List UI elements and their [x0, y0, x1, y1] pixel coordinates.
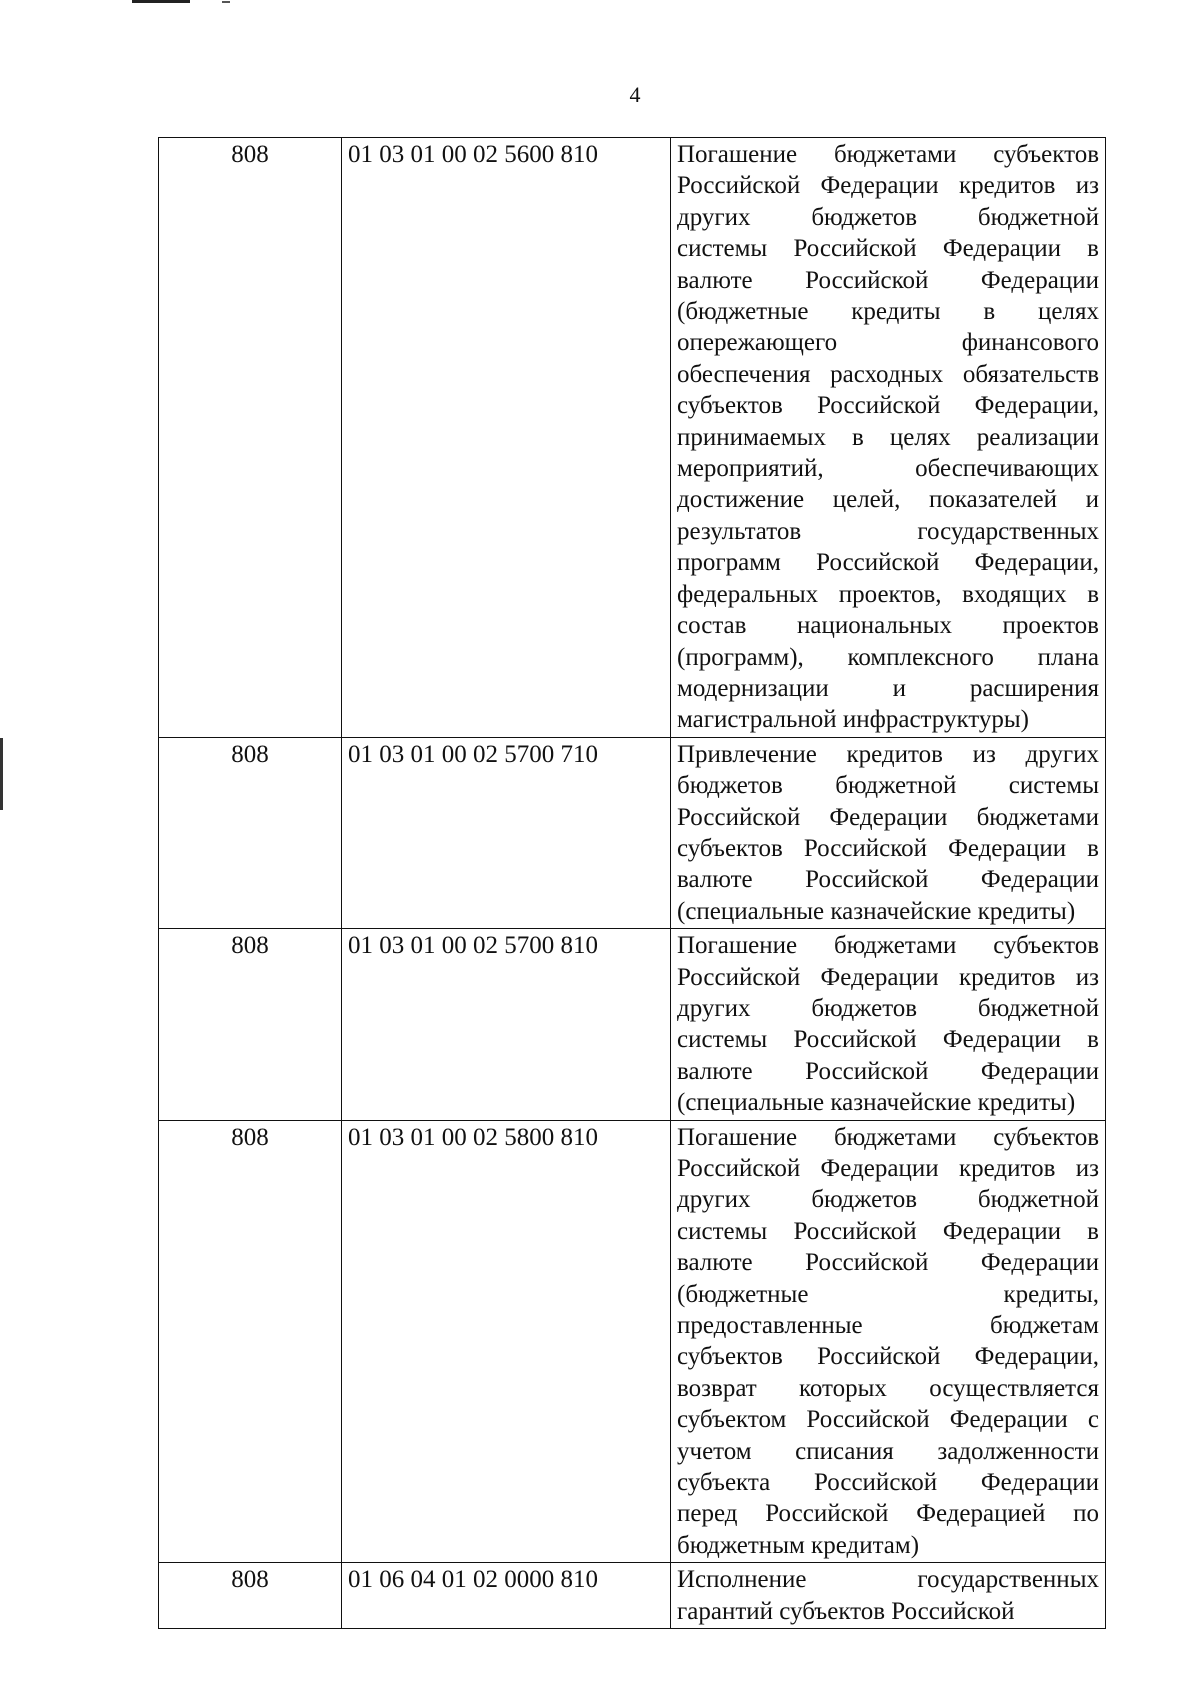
- page-number: 4: [629, 82, 641, 107]
- description-line: Привлечение кредитов из других: [677, 740, 1099, 768]
- description-line: субъектом Российской Федерации с: [677, 1406, 1099, 1434]
- description-cell: [671, 1120, 1106, 1563]
- description-cell: [671, 1563, 1106, 1629]
- description-line: Российской Федерации кредитов из: [677, 1155, 1099, 1182]
- description-line: обеспечения расходных обязательств: [677, 360, 1099, 388]
- budget-code-cell: 01 03 01 00 02 5700 710: [342, 737, 671, 928]
- description-line: гарантий субъектов Российской: [677, 1597, 1015, 1625]
- description-line: Исполнение государственных: [677, 1566, 1099, 1594]
- description-line: валюте Российской Федерации: [677, 1057, 1099, 1085]
- description-cell: [671, 929, 1106, 1120]
- budget-code-cell: 01 06 04 01 02 0000 810: [342, 1563, 671, 1629]
- description-line: других бюджетов бюджетной: [677, 203, 1099, 231]
- admin-code-cell: 808: [159, 138, 342, 738]
- description-line: предоставленные бюджетам: [677, 1312, 1099, 1340]
- description-line: валюте Российской Федерации: [677, 866, 1099, 894]
- description-line: других бюджетов бюджетной: [677, 994, 1099, 1022]
- description-line: Российской Федерации бюджетами: [677, 803, 1099, 831]
- description-line: Российской Федерации кредитов из: [677, 963, 1099, 991]
- budget-code-cell: 01 03 01 00 02 5700 810: [342, 929, 671, 1120]
- description-line: результатов государственных: [677, 517, 1099, 545]
- description-line: возврат которых осуществляется: [677, 1374, 1099, 1402]
- description-line: модернизации и расширения: [677, 674, 1099, 702]
- description-line: субъекта Российской Федерации: [677, 1469, 1099, 1497]
- description-line: магистральной инфраструктуры): [677, 706, 1029, 734]
- budget-codes-table: [158, 137, 1106, 1629]
- description-line: бюджетов бюджетной системы: [677, 772, 1099, 800]
- description-cell: [671, 737, 1106, 928]
- description-line: перед Российской Федерацией по: [677, 1500, 1099, 1528]
- description-line: (специальные казначейские кредиты): [677, 897, 1076, 925]
- description-line: других бюджетов бюджетной: [677, 1186, 1099, 1214]
- scan-artifact-left: [0, 738, 3, 810]
- description-line: системы Российской Федерации в: [677, 235, 1099, 263]
- scan-artifact-top-small: [222, 1, 230, 3]
- admin-code-cell: 808: [159, 1563, 342, 1629]
- description-line: субъектов Российской Федерации в: [677, 834, 1099, 862]
- description-line: мероприятий, обеспечивающих: [677, 455, 1099, 483]
- table-body: [159, 138, 1106, 1629]
- description-cell: [671, 138, 1106, 738]
- description-line: Погашение бюджетами субъектов: [677, 932, 1099, 960]
- description-line: программ Российской Федерации,: [677, 549, 1099, 577]
- description-line: учетом списания задолженности: [677, 1437, 1099, 1465]
- table-row: [159, 138, 1106, 738]
- admin-code-cell: 808: [159, 1120, 342, 1563]
- description-line: (специальные казначейские кредиты): [677, 1089, 1076, 1117]
- table-row: [159, 929, 1106, 1120]
- description-line: (программ), комплексного плана: [677, 643, 1099, 671]
- description-line: системы Российской Федерации в: [677, 1026, 1099, 1054]
- description-line: (бюджетные кредиты в целях: [677, 298, 1099, 326]
- table-row: [159, 737, 1106, 928]
- admin-code-cell: 808: [159, 929, 342, 1120]
- table-row: [159, 1563, 1106, 1629]
- description-line: валюте Российской Федерации: [677, 1249, 1099, 1277]
- admin-code-cell: 808: [159, 737, 342, 928]
- scan-artifact-top: [132, 0, 190, 3]
- description-line: субъектов Российской Федерации,: [677, 392, 1099, 420]
- description-line: достижение целей, показателей и: [677, 486, 1099, 514]
- description-line: (бюджетные кредиты,: [677, 1280, 1099, 1308]
- description-line: федеральных проектов, входящих в: [677, 580, 1099, 608]
- budget-code-cell: 01 03 01 00 02 5600 810: [342, 138, 671, 738]
- description-line: принимаемых в целях реализации: [677, 423, 1099, 451]
- table-row: [159, 1120, 1106, 1563]
- description-line: субъектов Российской Федерации,: [677, 1343, 1099, 1371]
- description-line: системы Российской Федерации в: [677, 1217, 1099, 1245]
- description-line: состав национальных проектов: [677, 612, 1099, 640]
- budget-code-cell: 01 03 01 00 02 5800 810: [342, 1120, 671, 1563]
- description-line: Российской Федерации кредитов из: [677, 172, 1099, 200]
- description-line: валюте Российской Федерации: [677, 266, 1099, 294]
- description-line: бюджетным кредитам): [677, 1531, 920, 1559]
- description-line: Погашение бюджетами субъектов: [677, 141, 1099, 168]
- description-line: Погашение бюджетами субъектов: [677, 1123, 1099, 1151]
- description-line: опережающего финансового: [677, 329, 1099, 357]
